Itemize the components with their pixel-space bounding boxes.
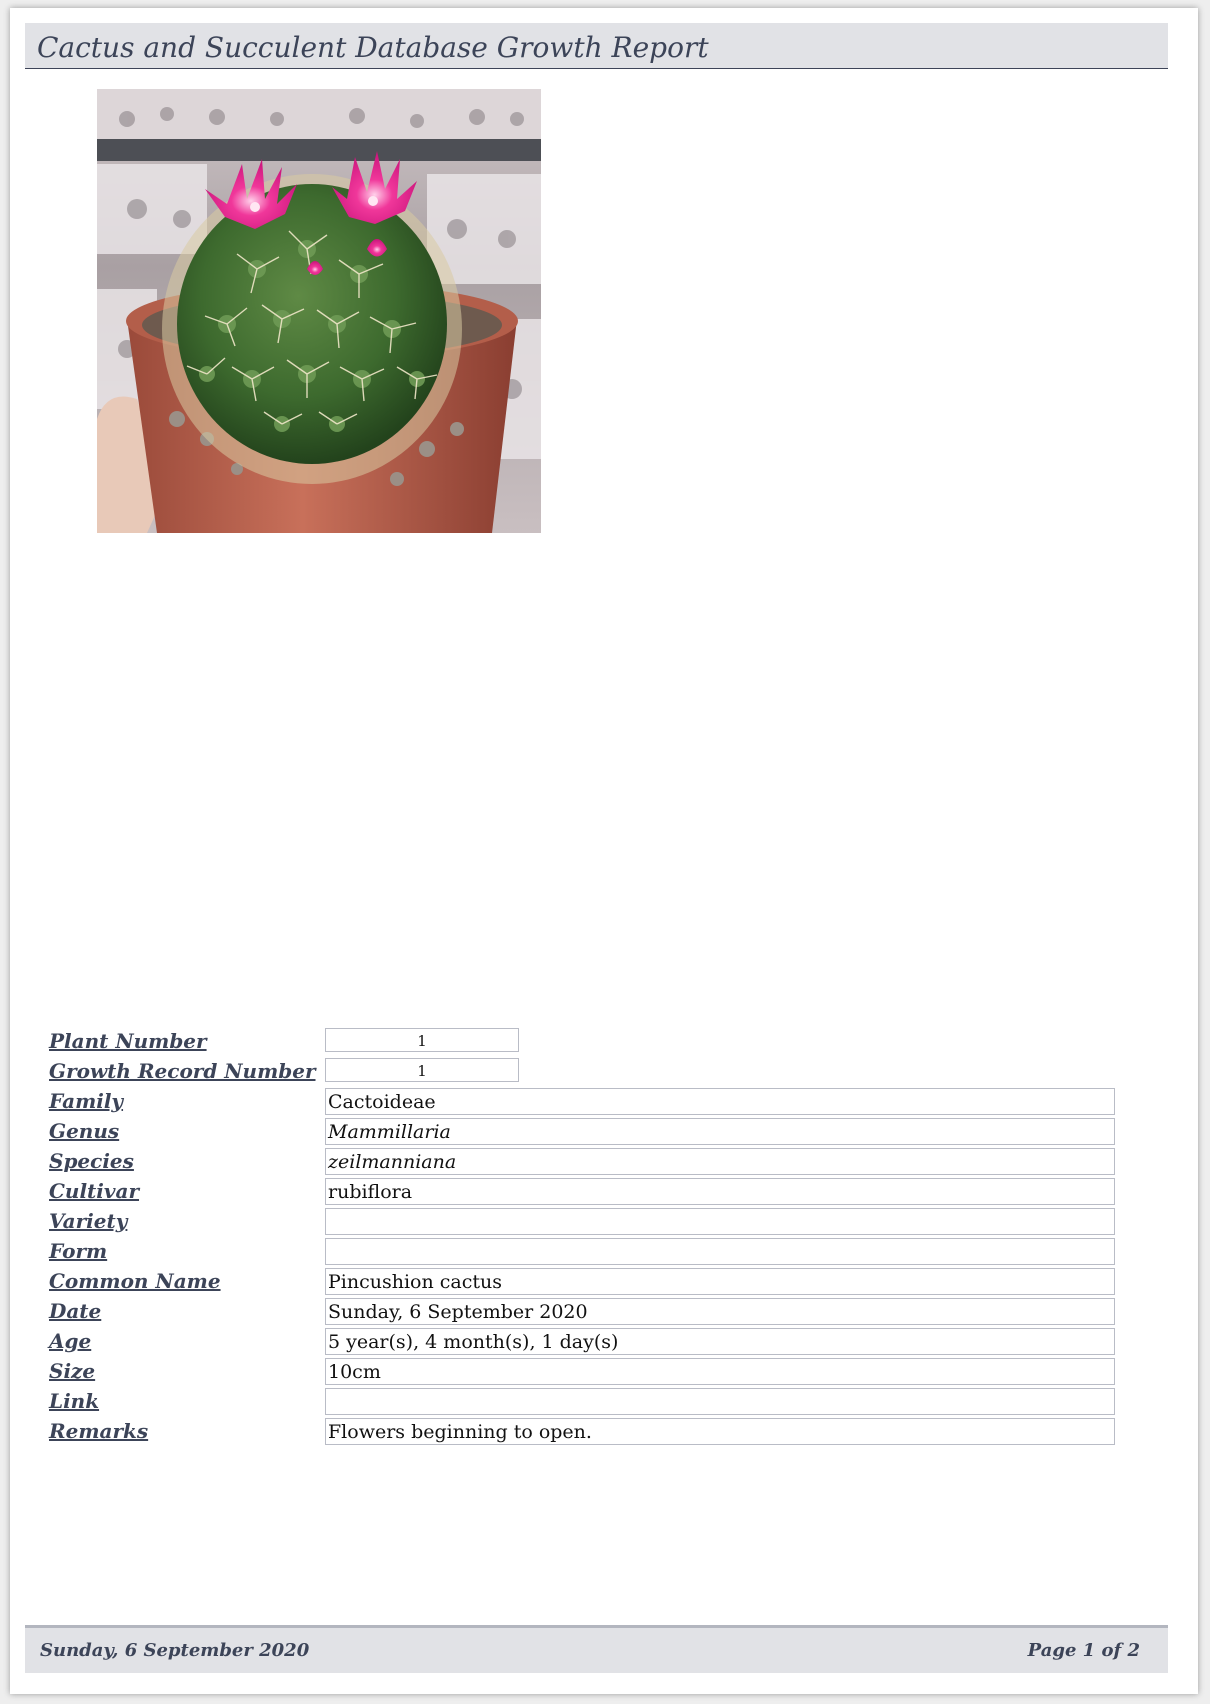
field-label: Species — [49, 1149, 134, 1173]
plant-number-field: 1 — [325, 1028, 519, 1052]
remarks-field: Flowers beginning to open. — [325, 1418, 1115, 1445]
link-field[interactable] — [325, 1388, 1115, 1415]
report-title: Cactus and Succulent Database Growth Report — [37, 31, 709, 64]
report-footer — [25, 1625, 1168, 1673]
size-field: 10cm — [325, 1358, 1115, 1385]
field-label: Family — [49, 1089, 124, 1113]
common-name-field: Pincushion cactus — [325, 1268, 1115, 1295]
field-label: Variety — [49, 1209, 128, 1233]
report-header — [25, 23, 1168, 69]
cultivar-field: rubiflora — [325, 1178, 1115, 1205]
field-label: Size — [49, 1359, 96, 1383]
field-label: Genus — [49, 1119, 120, 1143]
footer-date: Sunday, 6 September 2020 — [40, 1640, 310, 1661]
age-field: 5 year(s), 4 month(s), 1 day(s) — [325, 1328, 1115, 1355]
genus-field: Mammillaria — [325, 1118, 1115, 1145]
field-label: Growth Record Number — [49, 1059, 316, 1083]
field-label: Cultivar — [49, 1179, 140, 1203]
species-field: zeilmanniana — [325, 1148, 1115, 1175]
cactus-photo — [97, 89, 541, 533]
field-label: Age — [49, 1329, 92, 1353]
growth-record-number-field: 1 — [325, 1058, 519, 1082]
report-page — [10, 8, 1198, 1694]
field-label: Plant Number — [49, 1029, 207, 1053]
date-field: Sunday, 6 September 2020 — [325, 1298, 1115, 1325]
form-field — [325, 1238, 1115, 1265]
field-label: Common Name — [49, 1269, 221, 1293]
page-indicator: Page 1 of 2 — [1027, 1640, 1140, 1661]
field-label: Form — [49, 1239, 108, 1263]
field-label: Remarks — [49, 1419, 149, 1443]
variety-field — [325, 1208, 1115, 1235]
field-label: Date — [49, 1299, 102, 1323]
family-field: Cactoideae — [325, 1088, 1115, 1115]
field-label: Link — [49, 1389, 100, 1413]
